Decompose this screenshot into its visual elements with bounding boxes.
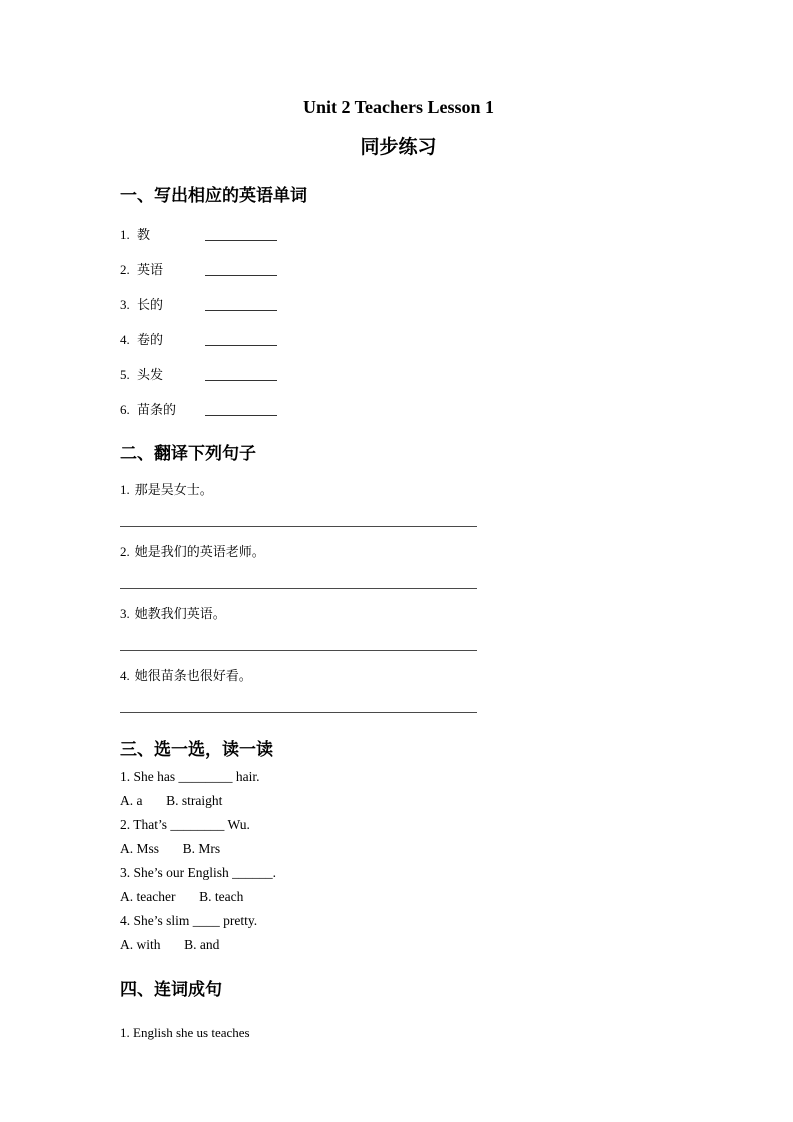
translation-sentence bbox=[120, 482, 677, 497]
section-write-words bbox=[120, 185, 677, 417]
page-subtitle: 同步练习 bbox=[360, 136, 437, 158]
chinese-word: 卷的 bbox=[137, 332, 164, 347]
answer-line bbox=[120, 712, 477, 713]
chinese-sentence: 她教我们英语。 bbox=[134, 606, 226, 621]
item-number: 1. bbox=[120, 227, 130, 242]
translation-item bbox=[120, 606, 677, 651]
section-heading-two: 二、翻译下列句子 bbox=[120, 444, 256, 464]
translation-sentence bbox=[120, 606, 677, 621]
section-rearrange bbox=[120, 979, 677, 1040]
item-number: 3. bbox=[120, 606, 130, 621]
chinese-word: 长的 bbox=[137, 297, 164, 312]
options-line: A. a B. straight bbox=[120, 793, 223, 808]
word-item bbox=[120, 366, 677, 382]
options-line: A. with B. and bbox=[120, 937, 220, 952]
question-line: 2. That’s ________ Wu. bbox=[120, 817, 250, 832]
item-number: 6. bbox=[120, 402, 130, 417]
translation-item bbox=[120, 482, 677, 527]
answer-line bbox=[120, 588, 477, 589]
item-number: 3. bbox=[120, 297, 130, 312]
section-heading-four: 四、连词成句 bbox=[120, 980, 222, 1000]
chinese-sentence: 她是我们的英语老师。 bbox=[134, 544, 265, 559]
item-number: 4. bbox=[120, 668, 130, 683]
answer-blank bbox=[205, 333, 277, 346]
answer-blank bbox=[205, 263, 277, 276]
word-item bbox=[120, 261, 677, 277]
section-translate bbox=[120, 443, 677, 713]
word-item bbox=[120, 226, 677, 242]
question-line: 1. She has ________ hair. bbox=[120, 769, 260, 784]
item-number: 1. bbox=[120, 482, 130, 497]
options-line: A. Mss B. Mrs bbox=[120, 841, 221, 856]
section-heading-one: 一、写出相应的英语单词 bbox=[120, 186, 307, 206]
answer-blank bbox=[205, 298, 277, 311]
answer-blank bbox=[205, 368, 277, 381]
chinese-word: 苗条的 bbox=[137, 402, 177, 417]
translation-sentence bbox=[120, 668, 677, 683]
word-item bbox=[120, 296, 677, 312]
chinese-word: 教 bbox=[137, 227, 151, 242]
chinese-word: 英语 bbox=[137, 262, 164, 277]
rearrange-words-line: 1. English she us teaches bbox=[120, 1025, 250, 1040]
page-title: Unit 2 Teachers Lesson 1 bbox=[302, 97, 495, 117]
answer-blank bbox=[205, 228, 277, 241]
translation-item bbox=[120, 668, 677, 713]
section-heading-three: 三、选一选，读一读 bbox=[120, 740, 273, 760]
word-item bbox=[120, 401, 677, 417]
question-line: 3. She’s our English ______. bbox=[120, 865, 277, 880]
item-number: 4. bbox=[120, 332, 130, 347]
question-line: 4. She’s slim ____ pretty. bbox=[120, 913, 258, 928]
item-number: 5. bbox=[120, 367, 130, 382]
answer-line bbox=[120, 650, 477, 651]
item-number: 2. bbox=[120, 544, 130, 559]
chinese-sentence: 她很苗条也很好看。 bbox=[134, 668, 252, 683]
item-number: 2. bbox=[120, 262, 130, 277]
options-line: A. teacher B. teach bbox=[120, 889, 244, 904]
answer-line bbox=[120, 526, 477, 527]
translation-item bbox=[120, 544, 677, 589]
chinese-sentence: 那是吴女士。 bbox=[134, 482, 213, 497]
answer-blank bbox=[205, 403, 277, 416]
translation-sentence bbox=[120, 544, 677, 559]
section-choose bbox=[120, 739, 677, 953]
chinese-word: 头发 bbox=[137, 367, 164, 382]
word-item bbox=[120, 331, 677, 347]
